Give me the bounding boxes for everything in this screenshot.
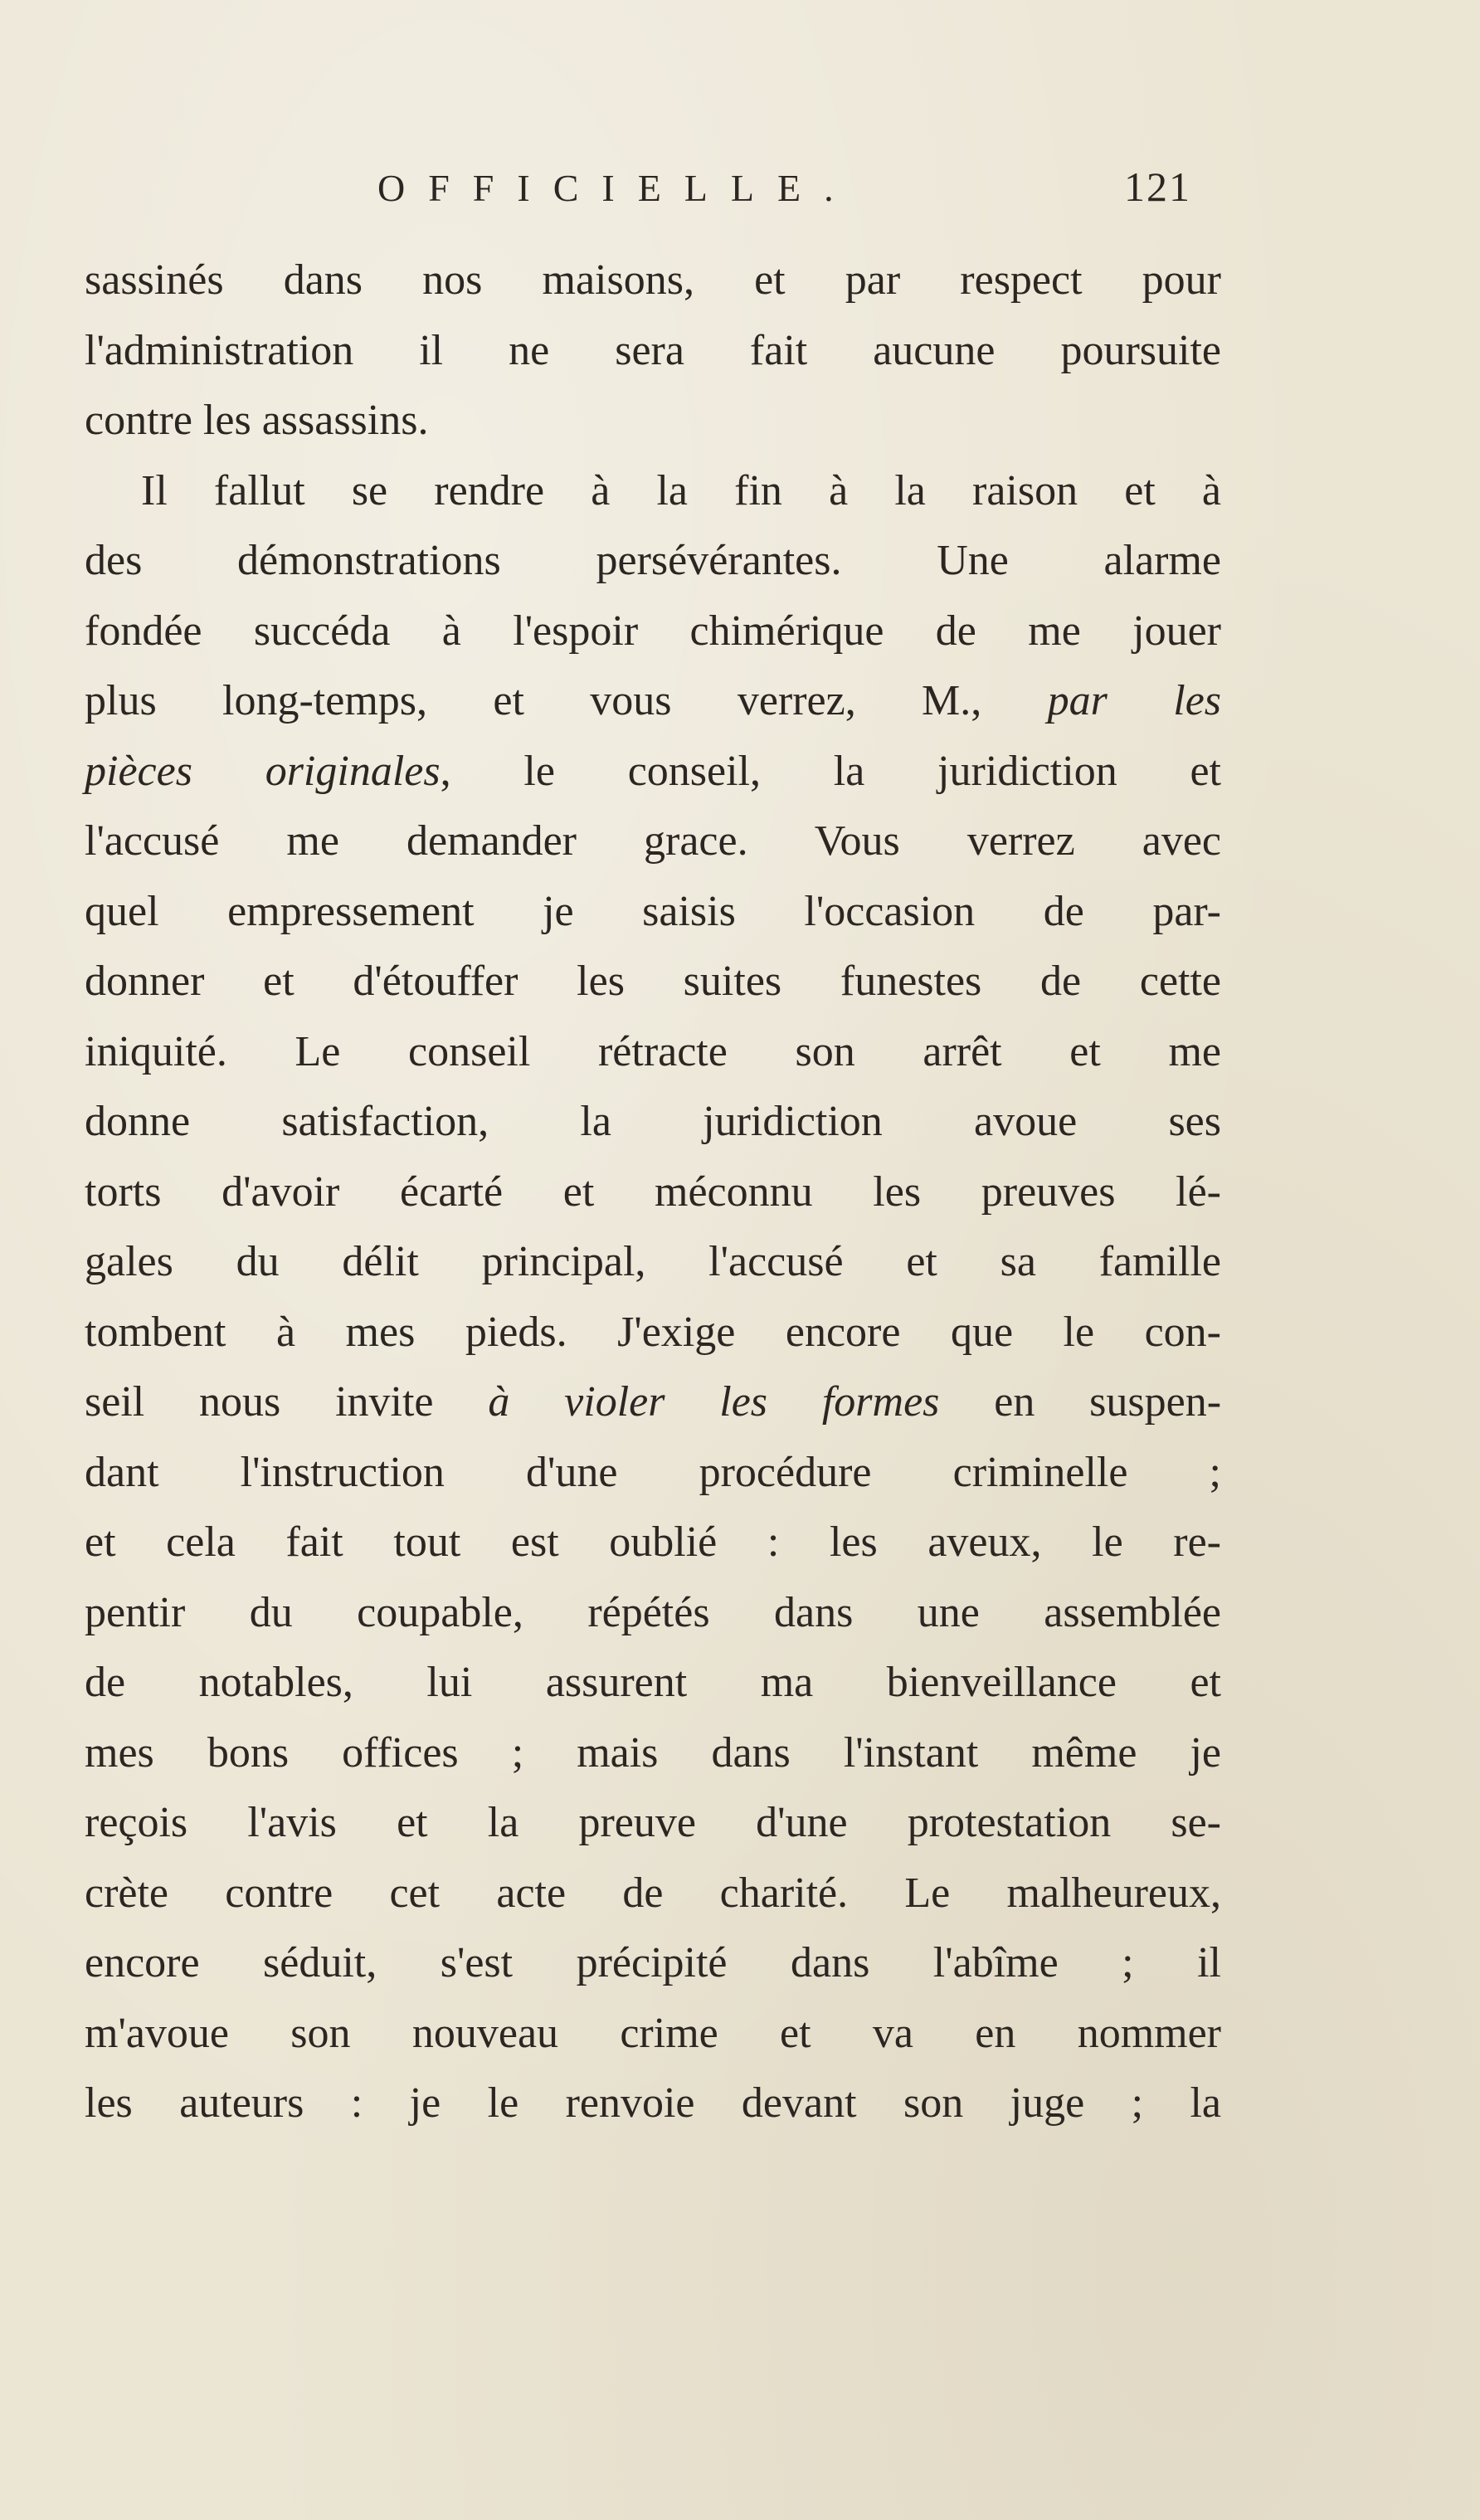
text-line <box>85 666 1221 737</box>
text-line: l'administration il ne sera fait aucune poursuite <box>85 326 1221 374</box>
text-line <box>85 737 1221 807</box>
text-line <box>85 1367 1221 1438</box>
text-line: donner et d'étouffer les suites funestes de cette <box>85 958 1221 1005</box>
text-segment: seil nous invite <box>85 1378 489 1426</box>
text-line: fondée succéda à l'espoir chimérique de me jouer <box>85 607 1221 655</box>
text-line: torts d'avoir écarté et méconnu les preuves lé- <box>85 1167 1221 1216</box>
text-line: m'avoue son nouveau crime et va en nommer <box>85 2009 1221 2057</box>
text-line: les auteurs : je le renvoie devant son juge ; la <box>85 2079 1221 2127</box>
text-line: mes bons offices ; mais dans l'instant même je <box>85 1728 1221 1777</box>
text-line: donne satisfaction, la juridiction avoue ses <box>85 1098 1221 1145</box>
text-line: encore séduit, s'est précipité dans l'abîme ; il <box>85 1939 1221 1986</box>
text-line: et cela fait tout est oublié : les aveux, le re- <box>85 1518 1221 1566</box>
body-text <box>85 246 1221 2139</box>
italic-text: pièces originales <box>85 747 441 795</box>
text-line: l'accusé me demander grace. Vous verrez avec <box>85 817 1221 865</box>
text-line: crète contre cet acte de charité. Le malheureux, <box>85 1869 1221 1917</box>
text-line: gales du délit principal, l'accusé et sa famille <box>85 1238 1221 1285</box>
text-line: quel empressement je saisis l'occasion de par- <box>85 887 1221 935</box>
text-line: Il fallut se rendre à la fin à la raison et à <box>141 466 1221 514</box>
text-line: contre les assassins. <box>85 397 429 444</box>
text-line: reçois l'avis et la preuve d'une protestation se- <box>85 1799 1221 1846</box>
text-line: de notables, lui assurent ma bienveillance et <box>85 1659 1221 1706</box>
italic-text: à violer les formes <box>488 1378 940 1426</box>
text-segment: en suspen- <box>939 1378 1222 1426</box>
running-head: OFFICIELLE. <box>377 167 857 209</box>
page-number: 121 <box>1124 163 1191 210</box>
text-line: dant l'instruction d'une procédure criminelle ; <box>85 1448 1221 1496</box>
text-segment: plus long-temps, et vous verrez, M., <box>85 677 1048 724</box>
page-header <box>0 163 1480 232</box>
text-segment: , le conseil, la juridiction et <box>440 747 1221 795</box>
text-line: iniquité. Le conseil rétracte son arrêt et me <box>85 1027 1221 1075</box>
text-line: tombent à mes pieds. J'exige encore que le con- <box>85 1308 1221 1356</box>
italic-text: par les <box>1047 677 1222 724</box>
text-line: sassinés dans nos maisons, et par respect pour <box>85 256 1221 304</box>
text-line: pentir du coupable, répétés dans une assemblée <box>85 1588 1221 1636</box>
text-line: des démonstrations persévérantes. Une alarme <box>85 537 1221 584</box>
